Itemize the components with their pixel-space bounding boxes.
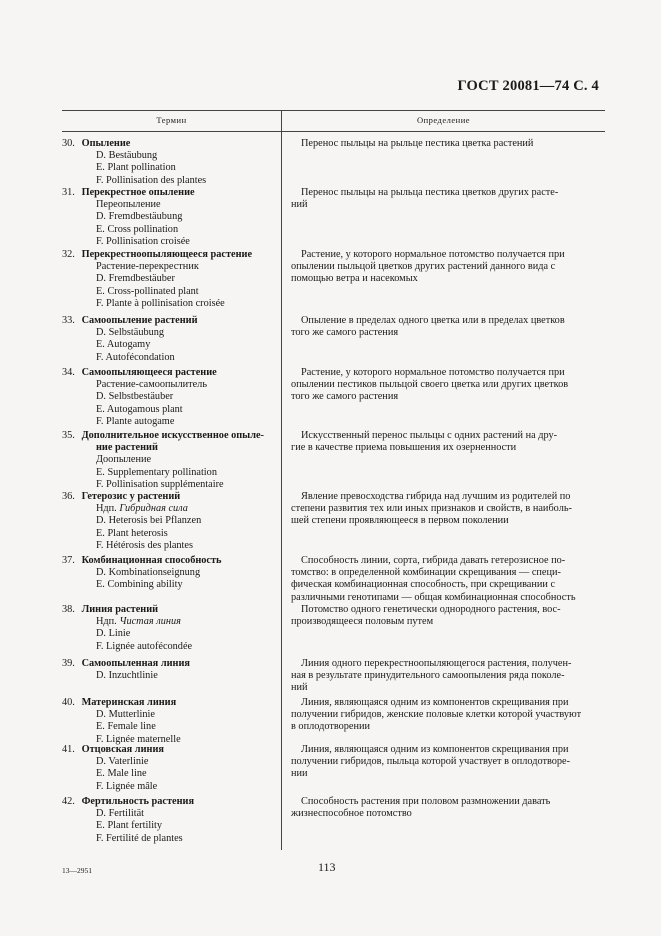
- term-equivalent: D. Selbstbestäuber: [96, 391, 174, 403]
- definition-line: Линия одного перекрестноопыляющегося растения, получен-: [301, 658, 572, 669]
- term-name: Линия растений: [81, 604, 159, 615]
- definition-line: фическая комбинационная способность, при скрещивании с: [291, 579, 556, 591]
- term-cell: [62, 315, 277, 364]
- term-equivalent: F. Plante à pollinisation croisée: [96, 297, 225, 309]
- term-heading: [62, 187, 277, 199]
- definition-cell: [291, 697, 598, 734]
- definition-line: Растение, у которого нормальное потомство получается при: [301, 249, 565, 260]
- term-number: 42.: [62, 796, 75, 807]
- definition-line: опылении пыльцой цветков других растений данного вида с: [291, 261, 556, 273]
- term-cell: [62, 697, 277, 746]
- term-heading: [62, 430, 277, 442]
- definition-line: получении гибридов, пыльца которой участвует в оплодотворе-: [291, 756, 571, 768]
- definition-line: ний: [291, 682, 308, 694]
- definition-line: нии: [291, 768, 308, 780]
- definition-line: Линия, являющаяся одним из компонентов скрещивания при: [301, 697, 569, 708]
- definition-cell: [291, 491, 598, 528]
- term-equivalent: E. Female line: [96, 721, 156, 733]
- term-name: Комбинационная способность: [81, 555, 222, 566]
- term-equivalent: D. Inzuchtlinie: [96, 670, 158, 682]
- definition-line: томство: в определенной комбинации скрещивания — специ-: [291, 567, 561, 579]
- term-heading: [62, 744, 277, 756]
- term-equivalent: Переопыление: [96, 199, 161, 211]
- term-equivalent: E. Cross-pollinated plant: [96, 285, 199, 297]
- term-equivalent: D. Kombinationseignung: [96, 567, 201, 579]
- definition-line: производящееся половым путем: [291, 616, 434, 628]
- definition-line: ний: [291, 199, 308, 211]
- term-heading: [62, 315, 277, 327]
- definition-cell: [291, 367, 598, 404]
- definition-line: степени развития тех или иных признаков и свойств, в наиболь-: [291, 503, 572, 515]
- definition-line: шей степени проявляющееся в первом поколении: [291, 515, 509, 527]
- deprecated-value: Гибридная сила: [119, 503, 188, 515]
- definition-line: Способность растения при половом размножении давать: [301, 796, 551, 807]
- term-name: Дополнительное искусственное опыле-: [81, 430, 264, 441]
- gost-header: ГОСТ 20081—74 С. 4: [457, 78, 599, 94]
- term-name: Отцовская линия: [81, 744, 164, 755]
- definition-line: того же самого растения: [291, 327, 399, 339]
- term-heading: [62, 367, 277, 379]
- definition-cell: [291, 604, 598, 628]
- definition-cell: [291, 796, 598, 820]
- term-cell: [62, 555, 277, 592]
- term-name: Фертильность растения: [81, 796, 195, 807]
- term-equivalent: D. Fertilität: [96, 808, 145, 820]
- term-number: 33.: [62, 315, 75, 326]
- term-equivalent: E. Cross pollination: [96, 223, 179, 235]
- term-number: 34.: [62, 367, 75, 378]
- term-equivalent: E. Autogamous plant: [96, 403, 183, 415]
- term-equivalent: F. Fertilité de plantes: [96, 832, 183, 844]
- table-top-rule: [62, 110, 605, 111]
- table-header-rule: [62, 131, 605, 132]
- term-equivalent: Растение-перекрестник: [96, 261, 199, 273]
- term-heading: [62, 604, 277, 616]
- definition-line: Способность линии, сорта, гибрида давать гетерозисное по-: [301, 555, 566, 566]
- definition-line: Потомство одного генетически однородного растения, вос-: [301, 604, 561, 615]
- term-number: 32.: [62, 249, 75, 260]
- term-name: Материнская линия: [81, 697, 177, 708]
- term-equivalent: D. Fremdbestäuber: [96, 273, 175, 285]
- term-number: 30.: [62, 138, 75, 149]
- term-cell: [62, 187, 277, 248]
- definition-cell: [291, 744, 598, 781]
- definition-line: Растение, у которого нормальное потомство получается при: [301, 367, 565, 378]
- term-number: 39.: [62, 658, 75, 669]
- term-equivalent: D. Bestäubung: [96, 150, 158, 162]
- term-equivalent: F. Lignée maternelle: [96, 733, 181, 745]
- term-equivalent: D. Selbstäubung: [96, 327, 165, 339]
- definition-line: Перенос пыльцы на рыльца пестика цветков других расте-: [301, 187, 559, 198]
- term-cell: [62, 430, 277, 491]
- term-name: Самоопыленная линия: [81, 658, 190, 669]
- term-equivalent: E. Plant heterosis: [96, 527, 168, 539]
- term-name: Гетерозис у растений: [81, 491, 181, 502]
- term-number: 38.: [62, 604, 75, 615]
- deprecated-term: [62, 503, 277, 515]
- term-equivalent: F. Autofécondation: [96, 351, 175, 363]
- term-equivalent: F. Pollinisation supplémentaire: [96, 478, 224, 490]
- footer-code: 13—2951: [62, 866, 92, 875]
- definition-line: опылении пестиков пыльцой своего цветка или других цветков: [291, 379, 569, 391]
- term-cell: [62, 796, 277, 845]
- term-cell: [62, 604, 277, 653]
- term-equivalent: E. Combining ability: [96, 579, 183, 591]
- term-name: Опыление: [81, 138, 131, 149]
- term-number: 35.: [62, 430, 75, 441]
- term-equivalent: D. Mutterlinie: [96, 709, 155, 721]
- term-equivalent: F. Hétérosis des plantes: [96, 539, 193, 551]
- term-name: Перекрестное опыление: [81, 187, 195, 198]
- term-name: Перекрестноопыляющееся растение: [81, 249, 253, 260]
- definition-line: Линия, являющаяся одним из компонентов скрещивания при: [301, 744, 569, 755]
- term-number: 41.: [62, 744, 75, 755]
- term-heading: [62, 249, 277, 261]
- deprecated-label: Ндп.: [96, 503, 117, 515]
- term-name-continued: ние растений: [96, 442, 158, 454]
- term-heading: [62, 796, 277, 808]
- term-equivalent: E. Autogamy: [96, 339, 151, 351]
- definition-line: Искусственный перенос пыльцы с одних растений на дру-: [301, 430, 558, 441]
- term-heading: [62, 138, 277, 150]
- term-equivalent: E. Male line: [96, 768, 147, 780]
- term-cell: [62, 367, 277, 428]
- definition-line: ная в результате принудительного самоопыления ряда поколе-: [291, 670, 565, 682]
- term-equivalent: F. Lignée autofécondée: [96, 640, 193, 652]
- term-equivalent: Растение-самоопылитель: [96, 379, 208, 391]
- term-number: 31.: [62, 187, 75, 198]
- term-equivalent: D. Heterosis bei Pflanzen: [96, 515, 202, 527]
- definition-line: получении гибридов, женские половые клетки которой участвуют: [291, 709, 582, 721]
- term-equivalent: F. Plante autogame: [96, 415, 175, 427]
- definition-line: жизнеспособное потомство: [291, 808, 412, 820]
- term-equivalent: D. Vaterlinie: [96, 756, 149, 768]
- term-cell: [62, 138, 277, 187]
- definition-line: различными генотипами — общая комбинационная способность: [291, 591, 576, 603]
- deprecated-label: Ндп.: [96, 616, 117, 628]
- term-equivalent: F. Pollinisation des plantes: [96, 174, 207, 186]
- term-heading: [62, 555, 277, 567]
- term-equivalent: F. Pollinisation croisée: [96, 235, 190, 247]
- term-number: 37.: [62, 555, 75, 566]
- term-cell: [62, 658, 277, 682]
- definition-line: того же самого растения: [291, 391, 399, 403]
- deprecated-term: [62, 616, 277, 628]
- term-cell: [62, 744, 277, 793]
- definition-line: гие в качестве приема повышения их озерненности: [291, 442, 517, 454]
- definition-cell: [291, 315, 598, 339]
- definition-cell: [291, 555, 598, 604]
- term-cell: [62, 249, 277, 310]
- term-equivalent: Доопыление: [96, 454, 152, 466]
- column-header-definition: Определение: [416, 115, 471, 125]
- term-heading: [62, 697, 277, 709]
- definition-line: Явление превосходства гибрида над лучшим из родителей по: [301, 491, 571, 502]
- term-equivalent: E. Plant fertility: [96, 820, 163, 832]
- term-equivalent: D. Fremdbestäubung: [96, 211, 183, 223]
- definition-cell: [291, 249, 598, 286]
- definition-line: Перенос пыльцы на рыльце пестика цветка растений: [301, 138, 534, 149]
- deprecated-value: Чистая линия: [119, 616, 181, 628]
- column-divider: [281, 110, 282, 850]
- term-heading: [62, 491, 277, 503]
- column-header-term: Термин: [156, 115, 187, 125]
- term-name: Самоопыление растений: [81, 315, 198, 326]
- definition-line: помощью ветра и насекомых: [291, 273, 418, 285]
- page-number: 113: [318, 860, 336, 874]
- term-equivalent: F. Lignée mâle: [96, 780, 158, 792]
- definition-cell: [291, 430, 598, 454]
- term-heading: [62, 658, 277, 670]
- definition-line: Опыление в пределах одного цветка или в пределах цветков: [301, 315, 565, 326]
- definition-cell: [291, 187, 598, 211]
- term-number: 36.: [62, 491, 75, 502]
- definition-cell: [291, 138, 598, 150]
- term-name: Самоопыляющееся растение: [81, 367, 217, 378]
- term-equivalent: E. Supplementary pollination: [96, 466, 217, 478]
- terms-table: [62, 110, 605, 850]
- term-equivalent: D. Linie: [96, 628, 131, 640]
- term-equivalent: E. Plant pollination: [96, 162, 176, 174]
- definition-cell: [291, 658, 598, 695]
- term-number: 40.: [62, 697, 75, 708]
- term-cell: [62, 491, 277, 552]
- definition-line: в оплодотворении: [291, 721, 371, 733]
